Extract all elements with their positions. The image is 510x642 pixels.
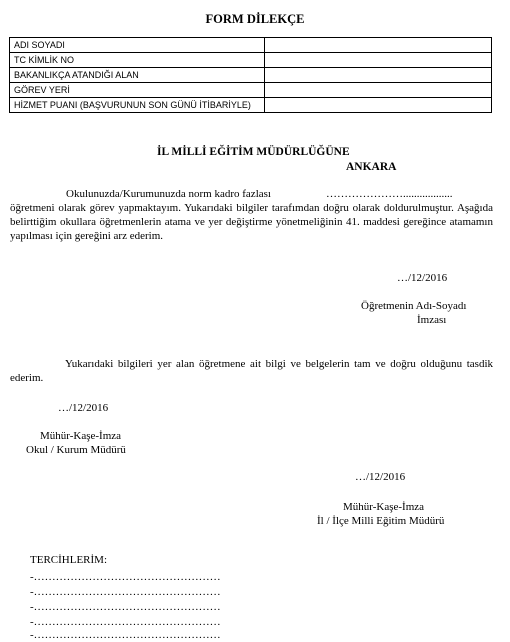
service-score-value-field[interactable] xyxy=(265,98,492,113)
school-stamp-label: Mühür-Kaşe-İmza xyxy=(40,430,122,442)
form-title: FORM DİLEKÇE xyxy=(205,12,305,26)
request-first-line: Okulunuzda/Kurumunuzda norm kadro fazlası xyxy=(66,188,271,200)
teacher-signature-label: İmzası xyxy=(417,314,447,326)
table-row xyxy=(10,68,492,83)
workplace-label: GÖREV YERİ xyxy=(10,83,265,98)
preference-line-4[interactable]: -…………………………………………… xyxy=(30,616,221,628)
workplace-value-field[interactable] xyxy=(265,83,492,98)
district-stamp-label: Mühür-Kaşe-İmza xyxy=(343,501,425,513)
name-label: ADI SOYADI xyxy=(10,38,265,53)
preference-line-5[interactable]: -…………………………………………… xyxy=(30,629,221,641)
table-row xyxy=(10,38,492,53)
request-dotted-blank: ………………….................. xyxy=(326,188,453,200)
district-director-label: İl / İlçe Milli Eğitim Müdürü xyxy=(317,515,445,527)
request-body: öğretmeni olarak görev yapmaktayım. Yukarıdaki bilgiler tarafımdan doğru olarak doldurulmuştur. Aşağıda belirttiğim okullara öğretmenlerin atama ve yer değiştirme yönetmeliğinin 41. maddesi gereğince atamamın yapılması için gereğini arz ederim. xyxy=(10,202,493,242)
applicant-info-table xyxy=(9,37,492,113)
service-score-label: HİZMET PUANI (BAŞVURUNUN SON GÜNÜ İTİBARİYLE) xyxy=(10,98,265,113)
assigned-field-label: BAKANLIKÇA ATANDIĞI ALAN xyxy=(10,68,265,83)
preferences-heading: TERCİHLERİM: xyxy=(30,554,107,566)
tc-id-value-field[interactable] xyxy=(265,53,492,68)
approval-date: …/12/2016 xyxy=(58,402,109,414)
table-row xyxy=(10,53,492,68)
addressee-directorate: İL MİLLİ EĞİTİM MÜDÜRLÜĞÜNE xyxy=(157,146,350,158)
preference-line-2[interactable]: -…………………………………………… xyxy=(30,586,221,598)
tc-id-label: TC KİMLİK NO xyxy=(10,53,265,68)
preference-line-3[interactable]: -…………………………………………… xyxy=(30,601,221,613)
teacher-name-label: Öğretmenin Adı-Soyadı xyxy=(361,300,467,312)
table-row xyxy=(10,83,492,98)
school-director-label: Okul / Kurum Müdürü xyxy=(26,444,126,456)
table-row xyxy=(10,98,492,113)
preference-line-1[interactable]: -…………………………………………… xyxy=(30,571,221,583)
request-date: …/12/2016 xyxy=(397,272,448,284)
addressee-city: ANKARA xyxy=(346,161,397,173)
district-date: …/12/2016 xyxy=(355,471,406,483)
approval-text: Yukarıdaki bilgileri yer alan öğretmene ait bilgi ve belgelerin tam ve doğru olduğunu tasdik ederim. xyxy=(10,358,493,384)
name-value-field[interactable] xyxy=(265,38,492,53)
assigned-field-value-field[interactable] xyxy=(265,68,492,83)
